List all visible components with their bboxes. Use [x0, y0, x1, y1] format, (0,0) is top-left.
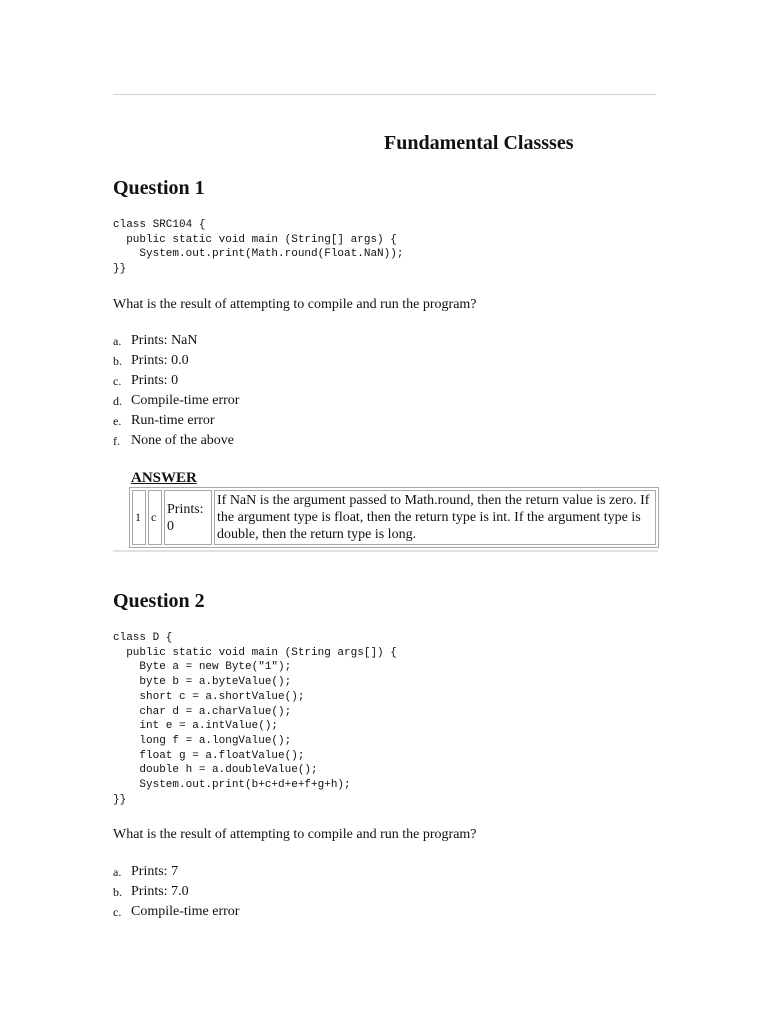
option-text: Compile-time error [131, 904, 240, 919]
question-1-prompt: What is the result of attempting to compile and run the program? [113, 297, 477, 312]
answer-row [132, 490, 656, 545]
option-text: Run-time error [131, 413, 215, 428]
option-a [113, 862, 239, 882]
option-text: Compile-time error [131, 393, 240, 408]
option-c [113, 371, 239, 391]
question-2-heading: Question 2 [113, 590, 205, 612]
option-f [113, 431, 239, 451]
option-c [113, 902, 239, 922]
answer-table [129, 487, 659, 548]
option-b [113, 882, 239, 902]
question-1-options [113, 331, 239, 451]
option-letter: e. [113, 414, 122, 428]
question-2-prompt: What is the result of attempting to compile and run the program? [113, 827, 477, 842]
question-1-heading: Question 1 [113, 177, 205, 199]
option-letter: d. [113, 394, 122, 408]
option-e [113, 411, 239, 431]
option-text: Prints: NaN [131, 333, 198, 348]
option-letter: a. [113, 334, 122, 348]
option-text: Prints: 7.0 [131, 884, 189, 899]
document-title: Fundamental Classses [384, 132, 574, 154]
option-d [113, 391, 239, 411]
option-letter: a. [113, 865, 122, 879]
answer-divider [113, 550, 658, 552]
question-2-code: class D { public static void main (String args[]) { Byte a = new Byte("1"); byte b = a.byteValue(); short c = a.shortValue(); char d = a.charValue(); int e = a.intValue(); long f = a.longValue(); float g = a.floatValue(); double h = a.doubleValue(); System.out.print(b+c+d+e+f+g+h); }} [113, 632, 397, 806]
option-letter: c. [113, 374, 122, 388]
option-letter: f. [113, 434, 120, 448]
option-letter: b. [113, 354, 122, 368]
option-text: Prints: 0.0 [131, 353, 189, 368]
question-1-code: class SRC104 { public static void main (String[] args) { System.out.print(Math.round(Float.NaN)); }} [113, 219, 404, 276]
answer-heading: ANSWER [131, 470, 197, 486]
answer-explanation: If NaN is the argument passed to Math.round, then the return value is zero. If the argument type is float, then the return type is int. If the argument type is double, then the return type is long. [214, 490, 656, 545]
answer-number: 1 [132, 490, 146, 545]
option-text: Prints: 7 [131, 864, 179, 879]
option-text: Prints: 0 [131, 373, 179, 388]
answer-letter: c [148, 490, 162, 545]
option-a [113, 331, 239, 351]
option-letter: c. [113, 905, 122, 919]
top-divider [113, 94, 656, 95]
question-2-options [113, 862, 239, 922]
option-text: None of the above [131, 433, 235, 448]
answer-result: Prints: 0 [164, 490, 212, 545]
option-letter: b. [113, 885, 122, 899]
option-b [113, 351, 239, 371]
